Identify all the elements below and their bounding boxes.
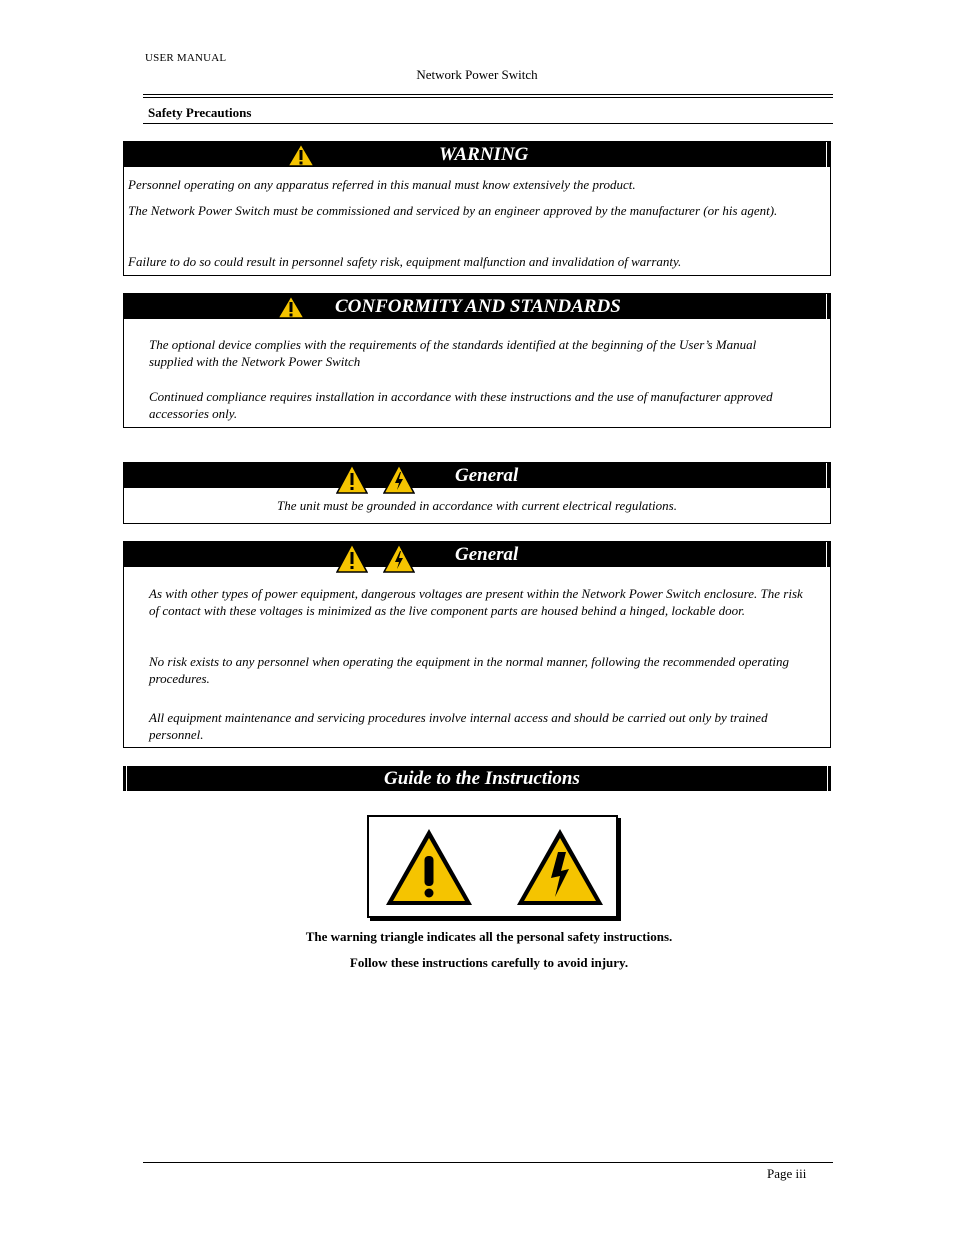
guide-heading: Guide to the Instructions bbox=[384, 768, 580, 789]
warning-paragraph: The Network Power Switch must be commissioned and serviced by an engineer approved by the manufacturer (or his agent). bbox=[128, 203, 778, 218]
conformity-paragraph: The optional device complies with the requirements of the standards identified at the beginning of the User’s Manual supplied with the Network Power Switch bbox=[149, 337, 757, 369]
warning-heading-bar bbox=[124, 142, 830, 167]
general-heading-1: General bbox=[455, 465, 519, 486]
warning-triangle-icon bbox=[336, 543, 368, 573]
general-paragraph: All equipment maintenance and servicing procedures involve internal access and should be carried out only by trained personnel. bbox=[149, 710, 768, 742]
section-rule bbox=[143, 123, 833, 124]
warning-triangle-icon bbox=[277, 295, 305, 319]
manual-label: USER MANUAL bbox=[145, 52, 227, 64]
electric-hazard-icon bbox=[514, 826, 606, 908]
warning-paragraph: Failure to do so could result in personnel safety risk, equipment malfunction and invalidation of warranty. bbox=[128, 254, 682, 269]
bar-edge bbox=[827, 766, 828, 791]
bar-edge bbox=[826, 463, 827, 488]
general-box-1 bbox=[123, 462, 831, 524]
general-paragraph: No risk exists to any personnel when operating the equipment in the normal manner, following the recommended operating procedures. bbox=[149, 654, 790, 686]
warning-triangle-icon bbox=[287, 143, 315, 167]
warning-heading: WARNING bbox=[439, 144, 529, 165]
bar-edge bbox=[826, 294, 827, 319]
bar-edge bbox=[826, 542, 827, 567]
bar-edge bbox=[126, 766, 127, 791]
conformity-heading: CONFORMITY AND STANDARDS bbox=[335, 296, 621, 317]
conformity-box bbox=[123, 293, 831, 428]
general-heading-2: General bbox=[455, 544, 519, 565]
bar-edge bbox=[826, 142, 827, 167]
guide-caption-2: Follow these instructions carefully to avoid injury. bbox=[349, 955, 629, 970]
electric-hazard-icon bbox=[383, 543, 415, 573]
general-heading-bar-1 bbox=[124, 463, 830, 488]
footer-rule bbox=[143, 1162, 833, 1163]
guide-heading-bar bbox=[123, 766, 831, 791]
product-title: Network Power Switch bbox=[416, 67, 538, 82]
general-paragraph: As with other types of power equipment, dangerous voltages are present within the Network Power Switch enclosure. The risk of contact with these voltages is minimized as the live component parts are housed behind a hinged, lockable door. bbox=[149, 586, 803, 618]
warning-box bbox=[123, 141, 831, 276]
header-double-rule bbox=[143, 94, 833, 98]
conformity-paragraph: Continued compliance requires installation in accordance with these instructions and the use of manufacturer approved accessories only. bbox=[149, 389, 773, 421]
general-box-2 bbox=[123, 541, 831, 748]
page-number: Page iii bbox=[767, 1166, 807, 1181]
warning-triangle-icon bbox=[383, 826, 475, 908]
section-title: Safety Precautions bbox=[148, 105, 252, 120]
general-paragraph: The unit must be grounded in accordance with current electrical regulations. bbox=[277, 498, 677, 513]
general-heading-bar-2 bbox=[124, 542, 830, 567]
guide-caption-1: The warning triangle indicates all the personal safety instructions. bbox=[305, 929, 673, 944]
warning-triangle-icon bbox=[336, 464, 368, 494]
safety-symbols-figure bbox=[367, 815, 618, 918]
electric-hazard-icon bbox=[383, 464, 415, 494]
conformity-heading-bar bbox=[124, 294, 830, 319]
warning-paragraph: Personnel operating on any apparatus referred in this manual must know extensively the product. bbox=[128, 177, 636, 192]
